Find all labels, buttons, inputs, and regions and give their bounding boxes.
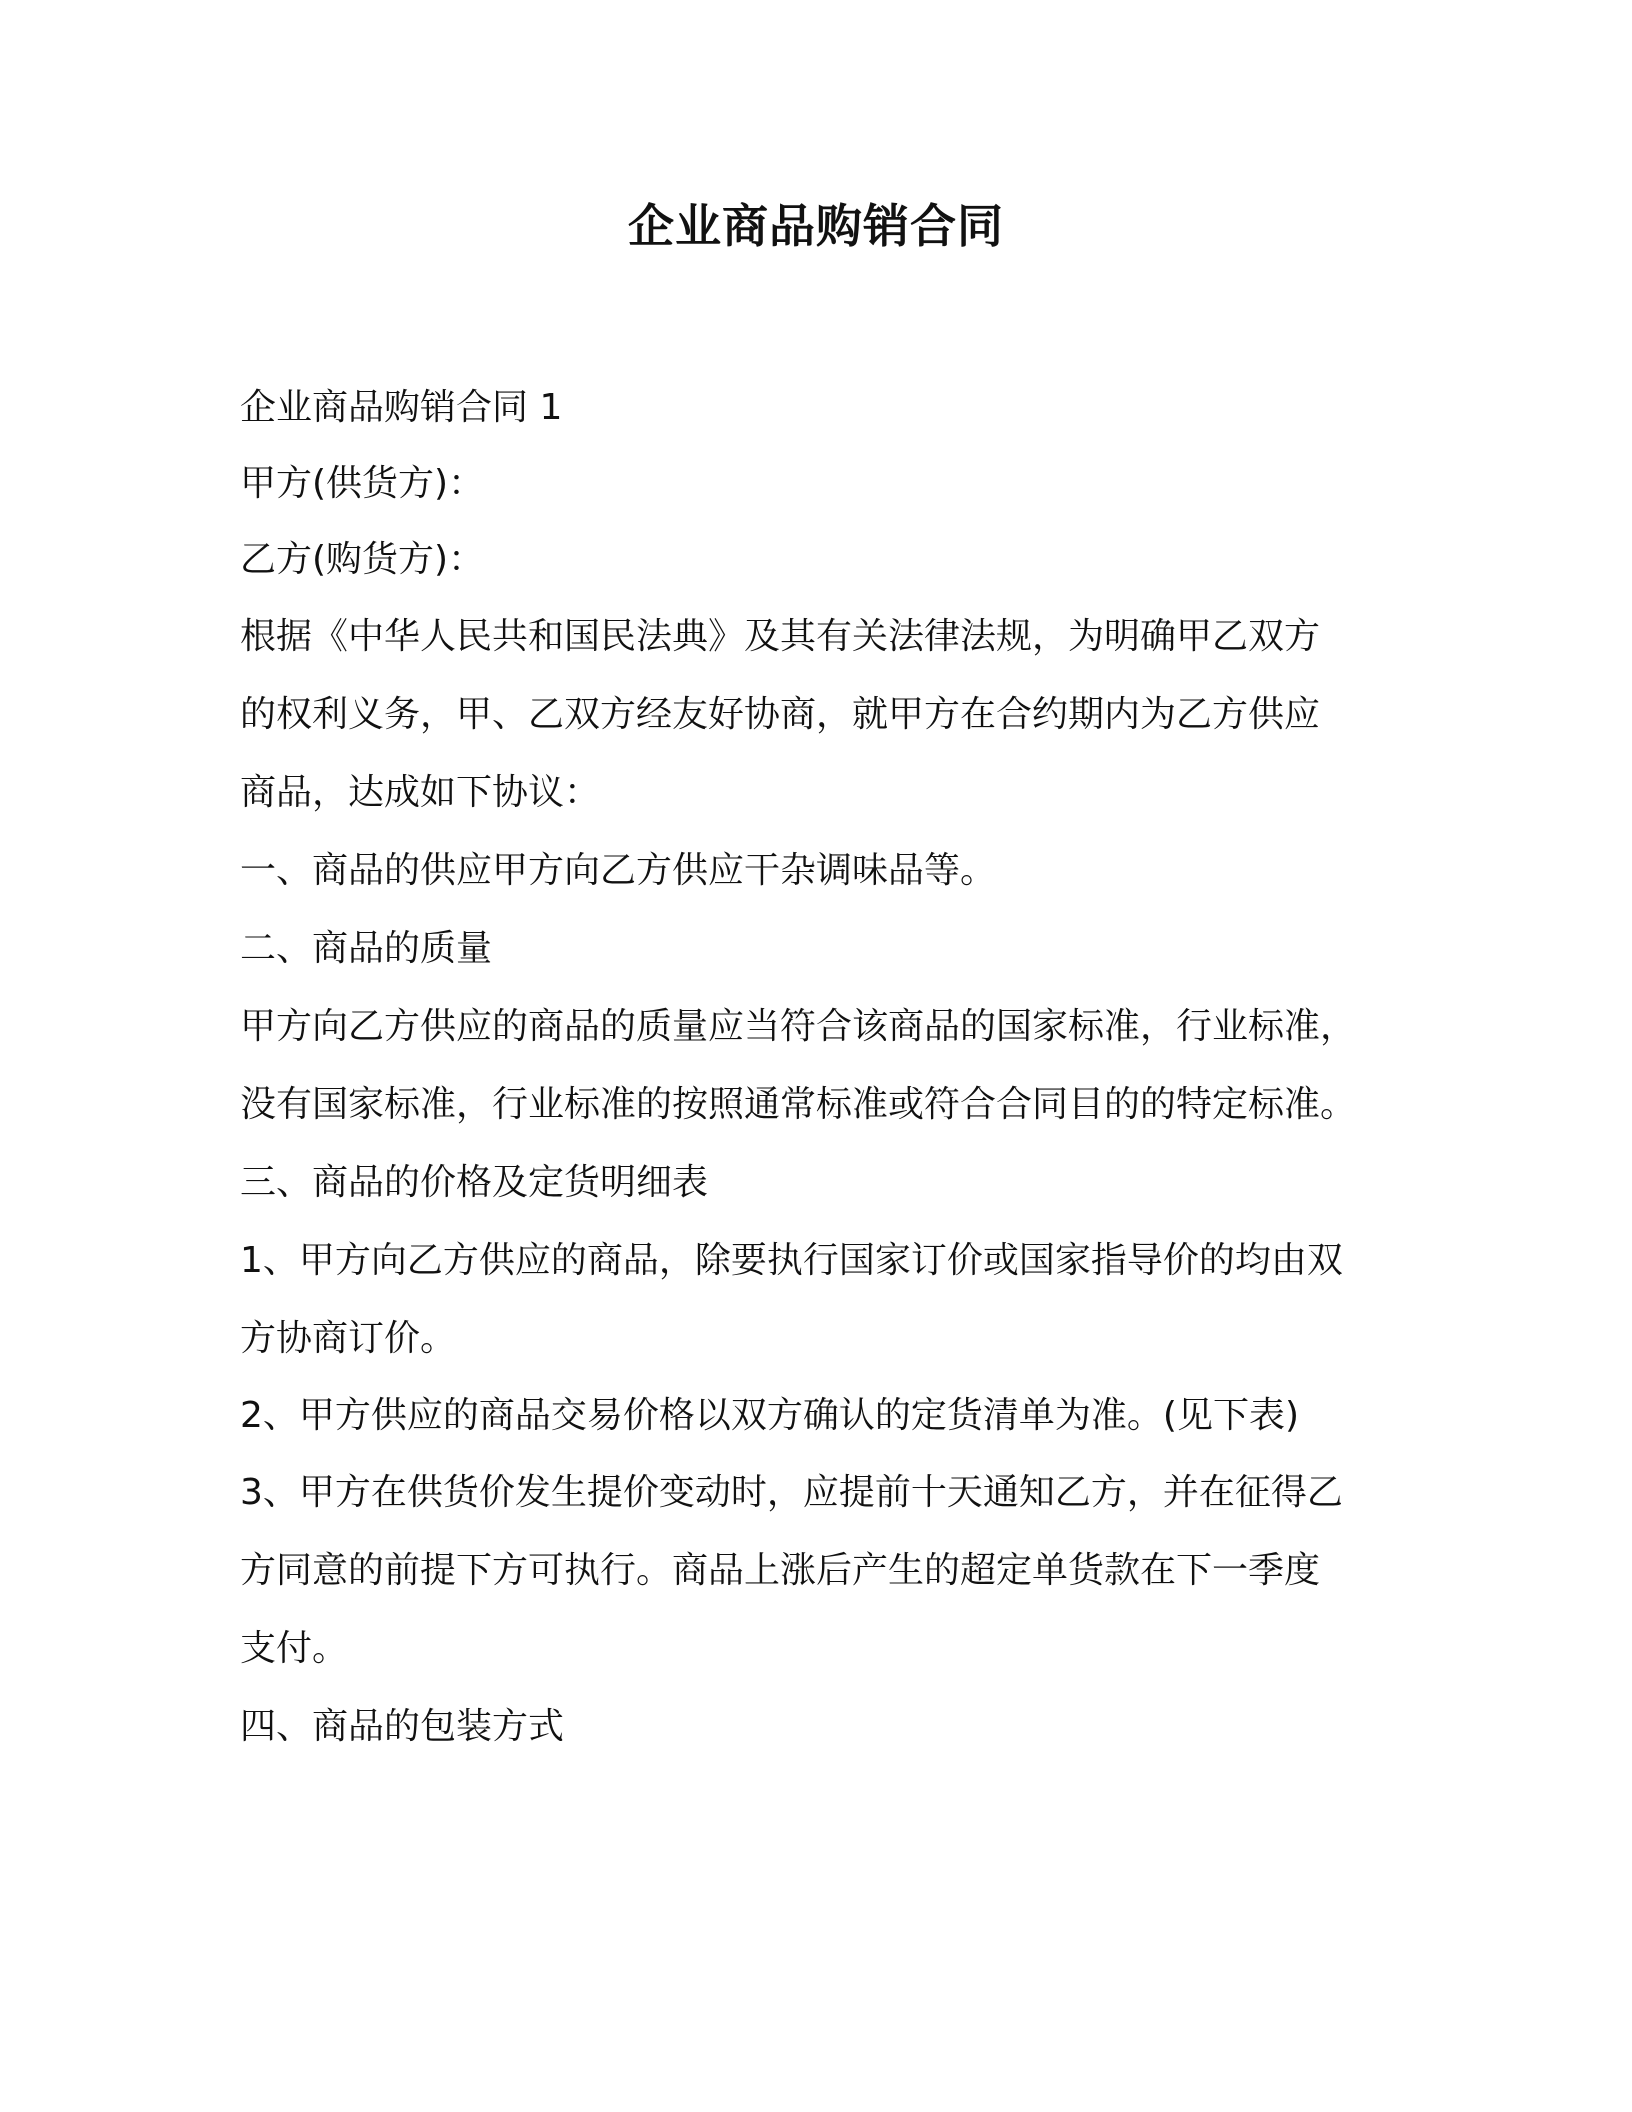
- clause-3-1-line-1: 1、甲方向乙方供应的商品，除要执行国家订价或国家指导价的均由双: [240, 1240, 1343, 1281]
- section-2-heading: 二、商品的质量: [240, 928, 493, 969]
- section-1-heading: 一、商品的供应甲方向乙方供应干杂调味品等。: [240, 850, 997, 891]
- section-2-text-line-1: 甲方向乙方供应的商品的质量应当符合该商品的国家标准，行业标准，: [240, 1006, 1357, 1047]
- party-a-line: 甲方(供货方)：: [240, 463, 485, 504]
- preamble-line-1: 根据《中华人民共和国民法典》及其有关法律法规，为明确甲乙双方: [240, 616, 1321, 657]
- clause-3-3-line-1: 3、甲方在供货价发生提价变动时，应提前十天通知乙方，并在征得乙: [240, 1472, 1343, 1513]
- party-b-line: 乙方(购货方)：: [240, 539, 485, 580]
- preamble-line-2: 的权利义务，甲、乙双方经友好协商，就甲方在合约期内为乙方供应: [240, 694, 1321, 735]
- preamble-line-3: 商品，达成如下协议：: [240, 772, 601, 813]
- clause-3-2: 2、甲方供应的商品交易价格以双方确认的定货清单为准。(见下表): [240, 1395, 1299, 1436]
- clause-3-3-line-2: 方同意的前提下方可执行。商品上涨后产生的超定单货款在下一季度: [240, 1550, 1321, 1591]
- document-body: [240, 370, 1400, 1766]
- clause-3-1-line-2: 方协商订价。: [240, 1318, 457, 1359]
- section-2-text-line-2: 没有国家标准，行业标准的按照通常标准或符合合同目的的特定标准。: [240, 1084, 1357, 1125]
- document-title: 企业商品购销合同: [628, 199, 1004, 253]
- section-3-heading: 三、商品的价格及定货明细表: [240, 1162, 709, 1203]
- contract-subtitle: 企业商品购销合同 1: [240, 387, 563, 428]
- clause-3-3-line-3: 支付。: [240, 1628, 349, 1669]
- section-4-heading: 四、商品的包装方式: [240, 1706, 565, 1747]
